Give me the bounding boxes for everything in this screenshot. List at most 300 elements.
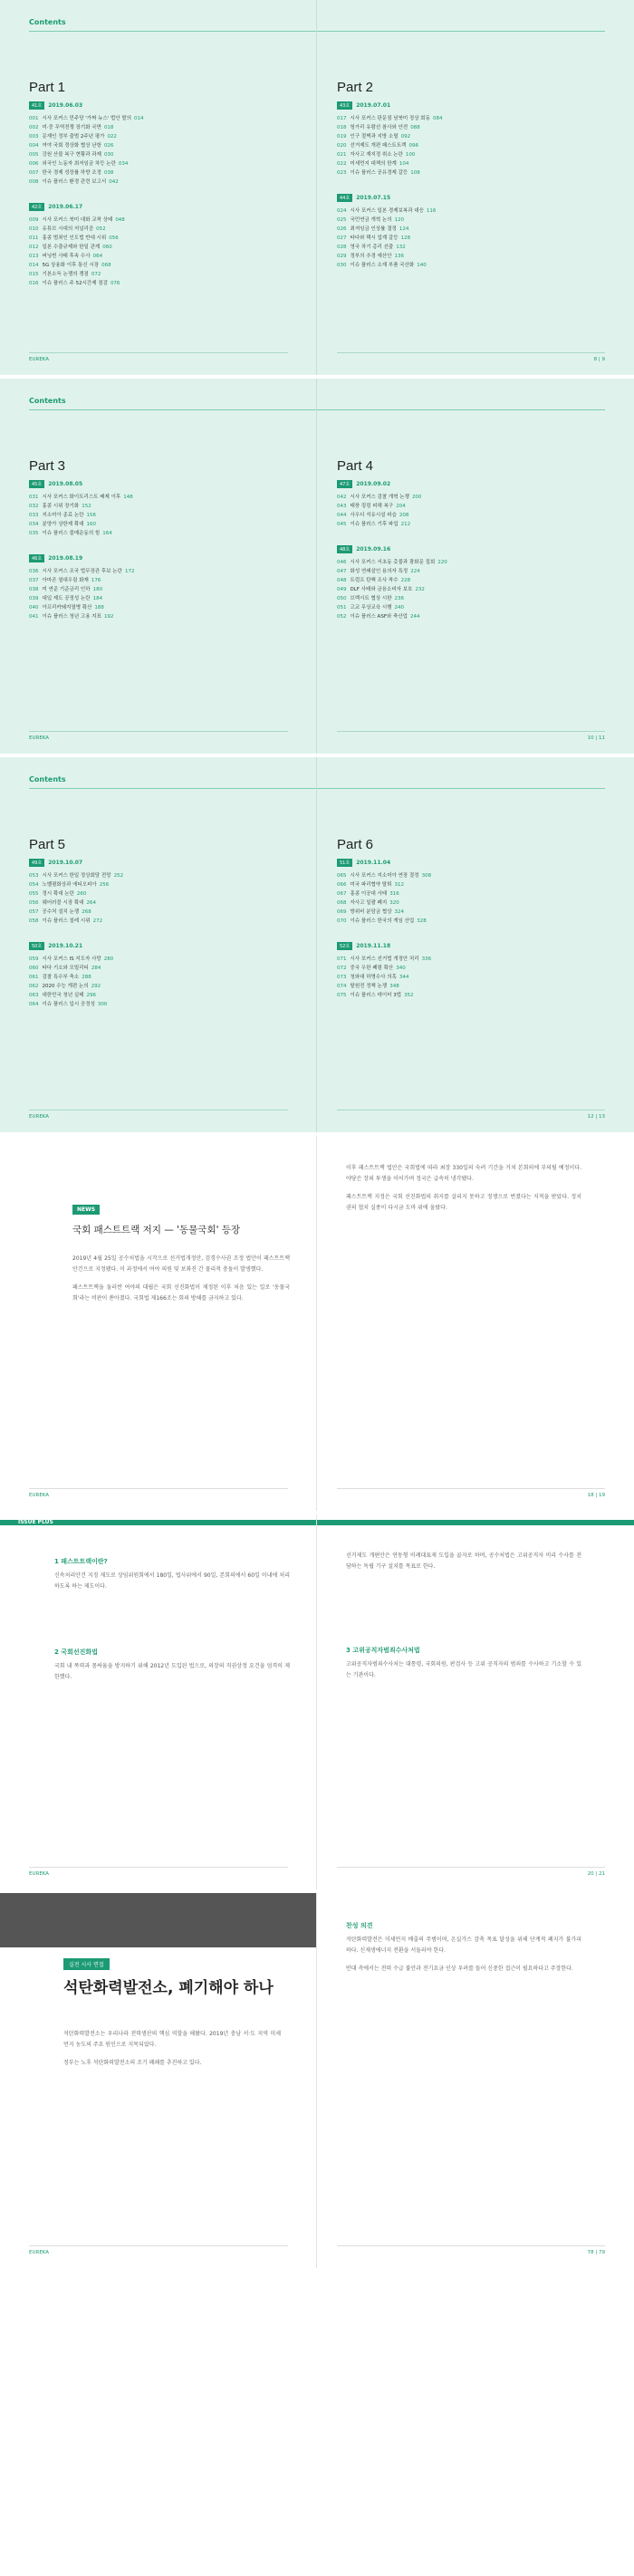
entry-number: 033 [29,513,39,518]
entry-page: 324 [394,909,405,915]
entry-number: 010 [29,226,39,232]
entry-page: 340 [396,966,406,971]
paragraph: 선거제도 개편안은 연동형 비례대표제 도입을 골자로 하며, 공수처법은 고위공직자 비리 수사를 전담하는 독립 기구 설치를 목표로 한다. [346,1552,581,1570]
entry-page: 188 [94,605,104,610]
toc-entry[interactable] [337,123,581,132]
entry-page: 108 [410,170,420,176]
entry-number: 024 [337,208,347,214]
toc-issue-group [337,194,581,270]
toc-entry[interactable] [29,567,274,576]
page-number: 18 | 19 [587,1493,605,1498]
toc-entry[interactable] [337,216,581,225]
entry-page: 224 [410,569,420,574]
entry-number: 031 [29,495,39,500]
entry-page: 084 [432,116,443,121]
entry-page: 272 [92,918,103,924]
toc-entry[interactable] [337,917,581,926]
section-heading: 2 국회선진화법 [54,1648,98,1656]
entry-number: 069 [337,909,347,915]
toc-entry[interactable] [29,114,274,123]
entry-title: 정시 확대 논란 [42,891,74,897]
entry-page: 348 [389,984,399,989]
entry-page: 056 [109,235,119,241]
entry-number: 055 [29,891,39,897]
issue-tag: 48호 [337,545,352,553]
entry-title: 홍콩 시위 장기화 [42,504,80,509]
toc-page-right [317,0,634,375]
entry-page: 096 [408,143,418,149]
toc-entry[interactable] [29,234,274,243]
article-body [72,1254,290,1304]
entry-page: 136 [394,254,405,259]
toc-entry[interactable] [337,243,581,252]
entry-title: 이슈 플러스 불매운동의 힘 [42,531,101,536]
issue-date: 2019.07.01 [356,102,391,109]
toc-entry[interactable] [337,511,581,520]
issue-date: 2019.07.15 [356,195,391,201]
entry-title: 검찰 특수부 축소 [42,975,80,980]
contents-rule [317,31,605,32]
toc-entry[interactable] [29,982,274,991]
toc-entry[interactable] [337,141,581,150]
issue-header [337,101,581,110]
entry-number: 017 [337,116,347,121]
entry-title: 미·중 무역전쟁 장기화 국면 [42,125,101,130]
toc-issue-group [29,859,274,926]
entry-title: 이슈 플러스 소재 부품 국산화 [350,263,415,268]
entry-title: 탈원전 정책 논쟁 [350,984,388,989]
entry-number: 022 [337,161,347,167]
toc-entry[interactable] [29,612,274,621]
entry-title: 한국 경제 성장률 하향 조정 [42,170,101,176]
toc-page-left [0,757,317,1132]
entry-number: 035 [29,531,39,536]
toc-list [29,101,274,304]
entry-number: 043 [337,504,347,509]
toc-entry[interactable] [29,594,274,603]
toc-issue-group [337,480,581,529]
toc-entry[interactable] [337,955,581,964]
entry-page: 042 [109,179,119,185]
entry-page: 344 [399,975,409,980]
paragraph: 국회 내 폭력과 몸싸움을 방지하기 위해 2012년 도입된 법으로, 의장의 직권상정 요건을 엄격히 제한했다. [54,1663,290,1680]
toc-page-right [317,757,634,1132]
entry-number: 067 [337,891,347,897]
article-body [346,1163,581,1214]
entry-title: 이슈 플러스 한국의 게임 산업 [350,918,415,924]
toc-issue-group [29,203,274,288]
toc-entry[interactable] [29,141,274,150]
entry-title: 지소미아 종료 논란 [42,513,84,518]
section-heading: 1 패스트트랙이란? [54,1558,108,1565]
toc-entry[interactable] [29,585,274,594]
news-page-left [0,1136,317,1511]
part-title: Part 2 [337,80,374,95]
toc-entry[interactable] [29,225,274,234]
entry-page: 256 [99,882,110,888]
entry-number: 045 [337,522,347,527]
entry-title: 웨어러블 시장 확대 [42,900,84,906]
entry-page: 052 [96,226,106,232]
entry-title: 시사 포커스 한일 정상회담 전망 [42,873,111,879]
entry-title: 유튜브 시대의 저널리즘 [42,226,94,232]
interview-spread [0,1893,634,2268]
entry-page: 288 [82,975,91,980]
entry-title: 자사고 일괄 폐지 [350,900,388,906]
entry-page: 088 [410,125,420,130]
toc-entry[interactable] [29,889,274,899]
entry-number: 027 [337,235,347,241]
entry-title: 방위비 분담금 협상 [350,909,392,915]
entry-page: 308 [421,873,432,879]
toc-entry[interactable] [29,880,274,889]
entry-title: 중국 우한 폐렴 확산 [350,966,394,971]
entry-number: 040 [29,605,39,610]
toc-entry[interactable] [337,132,581,141]
toc-entry[interactable] [29,150,274,159]
toc-entry[interactable] [29,159,274,168]
entry-page: 156 [86,513,97,518]
entry-title: 기본소득 논쟁의 쟁점 [42,272,89,277]
entry-page: 048 [115,217,125,223]
toc-entry[interactable] [29,964,274,973]
issue-header [29,942,274,950]
issue-date: 2019.10.21 [48,943,83,949]
entry-page: 320 [389,900,399,906]
entry-number: 063 [29,993,39,998]
toc-entry[interactable] [337,594,581,603]
section-heading: 3 고위공직자범죄수사처법 [346,1647,420,1654]
footer-brand: EUREKA [29,1114,50,1120]
toc-entry[interactable] [29,973,274,982]
toc-entry[interactable] [337,973,581,982]
news-page-right [317,1136,634,1511]
entry-title: 시사 포커스 판문점 남북미 정상 회동 [350,116,430,121]
toc-entry[interactable] [337,502,581,511]
entry-page: 172 [124,569,135,574]
paragraph: 고위공직자범죄수사처는 대통령, 국회의원, 판검사 등 고위 공직자의 범죄를 수사하고 기소할 수 있는 기관이다. [346,1661,581,1678]
toc-entry[interactable] [29,132,274,141]
toc-entry[interactable] [337,889,581,899]
toc-entry[interactable] [337,880,581,889]
entry-title: 시사 포커스 일본 경제보복과 대응 [350,208,424,214]
entry-page: 124 [399,226,409,232]
entry-number: 013 [29,254,39,259]
toc-entry[interactable] [337,159,581,168]
news-spread [0,1136,634,1511]
entry-title: 홍콩 이공대 사태 [350,891,388,897]
entry-page: 264 [86,900,97,906]
toc-entry[interactable] [29,908,274,917]
entry-page: 244 [409,614,420,620]
entry-title: 일본 수출규제와 한일 관계 [42,245,101,250]
toc-entry[interactable] [337,982,581,991]
article-title: 석탄화력발전소, 폐기해야 하나 [63,1979,274,1997]
toc-entry[interactable] [337,207,581,216]
toc-entry[interactable] [29,1000,274,1009]
toc-entry[interactable] [337,612,581,621]
issue-tag: 45호 [29,480,44,488]
entry-title: 이슈 플러스 청년 고용 지표 [42,614,101,620]
entry-title: 미국 파리협약 탈퇴 [350,882,392,888]
page-footer [337,352,605,362]
toc-entry[interactable] [29,252,274,261]
toc-entry[interactable] [29,899,274,908]
part-title: Part 6 [337,837,374,852]
entry-page: 160 [86,522,97,527]
toc-entry[interactable] [337,558,581,567]
contents-rule [317,788,605,789]
part-title: Part 3 [29,458,66,474]
toc-entry[interactable] [337,576,581,585]
contents-rule [29,788,317,789]
paragraph: 정부는 노후 석탄화력발전소의 조기 폐쇄를 추진하고 있다. [63,2060,202,2066]
toc-entry[interactable] [337,567,581,576]
toc-entry[interactable] [337,899,581,908]
toc-spread-2 [0,379,634,754]
entry-number: 025 [337,217,347,223]
issue-header [29,554,274,562]
entry-number: 026 [337,226,347,232]
entry-number: 049 [337,587,347,592]
entry-page: 336 [421,956,432,962]
entry-title: 이슈 플러스 칠레 시위 [42,918,91,924]
issue-header [337,942,581,950]
interview-page-left [0,1893,317,2268]
issue-date: 2019.08.05 [48,481,83,487]
toc-entry[interactable] [337,234,581,243]
entry-title: 시사 포커스 선거법 개정안 처리 [350,956,419,962]
toc-entry[interactable] [29,502,274,511]
toc-issue-group [29,480,274,538]
entry-number: 066 [337,882,347,888]
toc-spread-1 [0,0,634,375]
toc-entry[interactable] [29,871,274,880]
toc-entry[interactable] [29,520,274,529]
entry-number: 019 [337,134,347,139]
issue-header [29,859,274,867]
entry-title: 브렉시트 협상 시한 [350,596,392,601]
toc-entry[interactable] [29,917,274,926]
entry-title: 태풍 링링 피해 복구 [350,504,394,509]
toc-entry[interactable] [29,576,274,585]
entry-number: 004 [29,143,39,149]
entry-page: 034 [118,161,129,167]
issue-header [337,194,581,202]
toc-list [337,101,581,286]
entry-page: 068 [101,263,111,268]
entry-number: 028 [337,245,347,250]
toc-entry[interactable] [337,225,581,234]
toc-entry[interactable] [337,520,581,529]
issue-body [346,1551,581,1681]
issue-page-left [0,1514,317,1889]
entry-title: 대입 제도 공정성 논란 [42,596,91,601]
toc-entry[interactable] [337,114,581,123]
entry-number: 065 [337,873,347,879]
entry-page: 148 [123,495,133,500]
issue-page-right [317,1514,634,1889]
page-number: 20 | 21 [587,1871,605,1877]
toc-issue-group [337,942,581,1000]
entry-title: 이슈 플러스 공유경제 갈등 [350,170,408,176]
entry-page: 300 [97,1002,108,1007]
contents-rule [29,31,317,32]
toc-entry[interactable] [337,585,581,594]
toc-entry[interactable] [337,871,581,880]
toc-entry[interactable] [337,261,581,270]
toc-issue-group [337,101,581,178]
entry-title: 최저임금 인상률 결정 [350,226,397,232]
page-footer [29,1110,288,1120]
toc-entry[interactable] [337,908,581,917]
toc-entry[interactable] [29,178,274,187]
issue-date: 2019.09.16 [356,546,391,553]
footer-brand: EUREKA [29,1871,50,1877]
toc-issue-group [337,545,581,621]
entry-title: 시사 포커스 민주당 '가짜 뉴스' 법안 발의 [42,116,132,121]
toc-entry[interactable] [29,216,274,225]
toc-entry[interactable] [337,252,581,261]
toc-entry[interactable] [29,529,274,538]
entry-title: 헝가리 유람선 참사와 안전 [350,125,408,130]
toc-entry[interactable] [337,493,581,502]
page-footer [337,731,605,741]
entry-number: 074 [337,984,347,989]
entry-number: 012 [29,245,39,250]
entry-page: 352 [404,993,414,998]
entry-page: 018 [103,125,114,130]
entry-title: 아마존 열대우림 화재 [42,578,89,583]
footer-brand: EUREKA [29,2250,50,2255]
issue-tag: 41호 [29,101,44,110]
toc-issue-group [29,101,274,187]
toc-entry[interactable] [29,991,274,1000]
interview-page-right [317,1893,634,2268]
entry-title: 2020 수능 개편 논의 [42,984,89,989]
entry-title: 타다 기소와 모빌리티 [42,966,89,971]
entry-page: 268 [82,909,91,915]
entry-title: 여야 국회 정상화 협상 난항 [42,143,101,149]
issue-body [54,1551,290,1683]
entry-page: 076 [110,281,120,286]
toc-list [337,859,581,1016]
contents-heading: Contents [29,775,66,783]
toc-issue-group [29,942,274,1009]
entry-page: 176 [91,578,101,583]
issue-header [337,545,581,553]
issue-plus-label: ISSUE PLUS [18,1519,53,1525]
entry-number: 068 [337,900,347,906]
paragraph: 패스트트랙을 둘러싼 여야의 대립은 국회 선진화법이 제정된 이후 처음 있는 일로 '동물국회'라는 비판이 쏟아졌다. 국회법 제166조는 회의 방해를 금지하고 있다. [72,1284,290,1302]
toc-entry[interactable] [29,168,274,178]
toc-entry[interactable] [29,603,274,612]
toc-entry[interactable] [29,955,274,964]
entry-title: 트럼프 탄핵 조사 착수 [350,578,399,583]
page-footer [337,1488,605,1498]
paragraph: 패스트트랙 지정은 국회 선진화법의 취지를 살리지 못하고 정쟁으로 번졌다는 지적을 받았다. 정치권의 협치 실종이 다시금 도마 위에 올랐다. [346,1194,581,1211]
footer-brand: EUREKA [29,357,50,362]
entry-number: 041 [29,614,39,620]
entry-page: 128 [400,235,411,241]
toc-entry[interactable] [29,270,274,279]
paragraph: 이후 패스트트랙 법안은 국회법에 따라 최장 330일의 숙려 기간을 거쳐 본회의에 부의될 예정이다. 야당은 장외 투쟁을 이어가며 정국은 급속히 냉각됐다. [346,1165,581,1182]
header-block [0,1893,317,1947]
issue-header [29,101,274,110]
entry-number: 054 [29,882,39,888]
toc-entry[interactable] [29,279,274,288]
kicker-label: 실전 시사 면접 [63,1958,110,1970]
entry-page: 284 [91,966,101,971]
toc-entry[interactable] [337,964,581,973]
toc-entry[interactable] [337,150,581,159]
toc-list [29,859,274,1025]
entry-page: 132 [396,245,406,250]
issue-date: 2019.06.03 [48,102,83,109]
entry-page: 252 [113,873,124,879]
toc-entry[interactable] [29,511,274,520]
issue-tag: 49호 [29,859,44,867]
entry-title: 정부의 추경 예산안 [350,254,392,259]
entry-number: 072 [337,966,347,971]
entry-title: 시사 포커스 화이트리스트 배제 이후 [42,495,121,500]
entry-number: 059 [29,956,39,962]
issue-tag: 50호 [29,942,44,950]
issue-header [29,203,274,211]
toc-entry[interactable] [29,493,274,502]
entry-number: 036 [29,569,39,574]
entry-page: 212 [400,522,411,527]
entry-title: DLF 사태와 금융소비자 보호 [350,587,413,592]
entry-page: 120 [394,217,405,223]
toc-issue-group [29,554,274,621]
entry-page: 296 [86,993,97,998]
issue-tag: 46호 [29,554,44,562]
entry-number: 007 [29,170,39,176]
entry-title: 국민연금 개혁 논의 [350,217,392,223]
entry-title: 고교 무상교육 시행 [350,605,392,610]
toc-entry[interactable] [337,168,581,178]
entry-number: 016 [29,281,39,286]
entry-number: 029 [337,254,347,259]
entry-number: 064 [29,1002,39,1007]
issue-tag: 42호 [29,203,44,211]
part-title: Part 1 [29,80,66,95]
entry-title: 이슈 플러스 ASF와 축산업 [350,614,408,620]
toc-list [337,480,581,638]
entry-number: 032 [29,504,39,509]
entry-title: 문재인 정부 출범 2주년 평가 [42,134,105,139]
toc-entry[interactable] [337,991,581,1000]
contents-rule [29,409,317,410]
issue-tag: 52호 [337,942,352,950]
entry-number: 038 [29,587,39,592]
entry-page: 232 [415,587,425,592]
entry-title: 청와대 하명수사 의혹 [350,975,397,980]
entry-title: 시사 포커스 조국 법무장관 후보 논란 [42,569,122,574]
toc-entry[interactable] [337,603,581,612]
entry-number: 075 [337,993,347,998]
page-number: 8 | 9 [593,357,605,362]
toc-entry[interactable] [29,123,274,132]
entry-page: 030 [103,152,114,158]
entry-title: 아프리카돼지열병 확산 [42,605,92,610]
toc-entry[interactable] [29,261,274,270]
entry-title: 선거제도 개편 패스트트랙 [350,143,407,149]
entry-title: 홍콩 범죄인 인도법 반대 시위 [42,235,107,241]
toc-entry[interactable] [29,243,274,252]
entry-number: 042 [337,495,347,500]
